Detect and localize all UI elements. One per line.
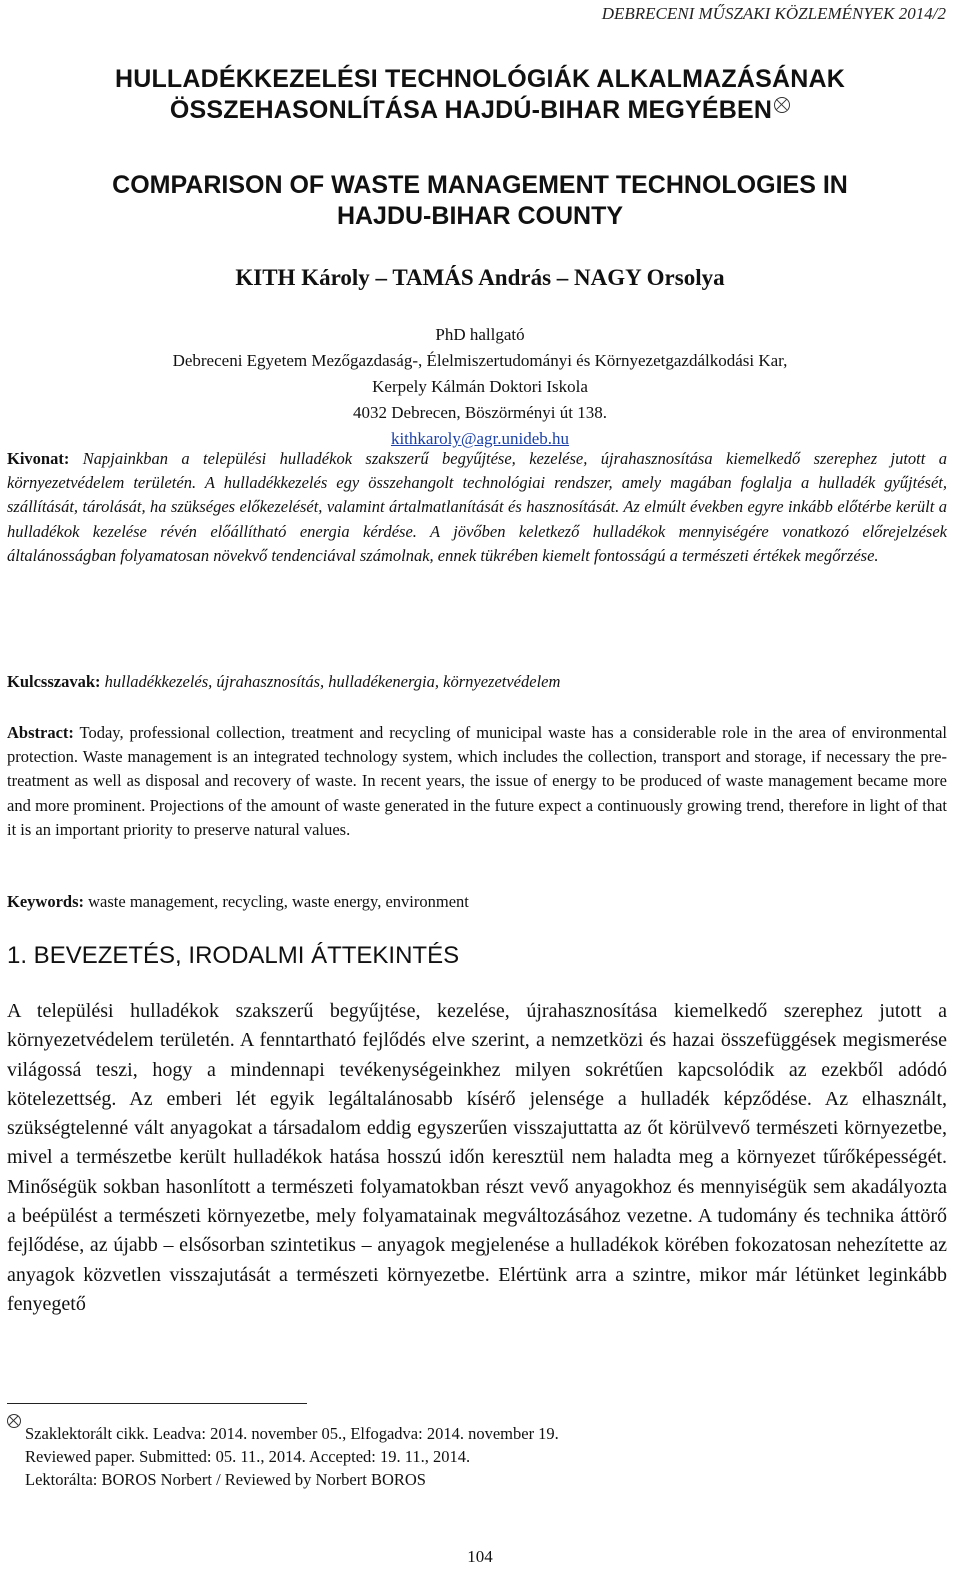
kivonat-paragraph — [7, 447, 947, 568]
footnote-circle-x-icon — [7, 1414, 21, 1428]
title-hungarian — [0, 64, 960, 126]
author-email-link[interactable]: kithkaroly@agr.unideb.hu — [390, 429, 570, 448]
footnote-circle-x-icon — [774, 97, 790, 113]
footnote-divider — [7, 1403, 307, 1404]
title-hu-line-1: HULLADÉKKEZELÉSI TECHNOLÓGIÁK ALKALMAZÁSÁNAK — [114, 65, 846, 93]
affiliation — [0, 322, 960, 452]
page-number: 104 — [467, 1547, 493, 1566]
affiliation-address: 4032 Debrecen, Böszörményi út 138. — [353, 403, 607, 422]
kulcsszavak-text: hulladékkezelés, újrahasznosítás, hulladékenergia, környezetvédelem — [104, 672, 561, 691]
title-english — [0, 170, 960, 232]
authors: KITH Károly – TAMÁS András – NAGY Orsolya — [235, 265, 725, 290]
keywords-label: Keywords: — [7, 892, 84, 911]
footnote-line-2: Reviewed paper. Submitted: 05. 11., 2014. Accepted: 19. 11., 2014. — [25, 1447, 471, 1466]
abstract-text: Today, professional collection, treatment and recycling of municipal waste has a considerable role in the area of environmental protection. Waste management is an integrated technology system, which includes the collection, transport and storage, if necessary the pre-treatment as well as disposal and recovery of waste. In recent years, the issue of energy to be produced of waste management became more and more prominent. Projections of the amount of waste generated in the future expect a continuously growing trend, therefore in light of that it is an important priority to preserve natural values. — [7, 723, 947, 839]
title-en-line-1: COMPARISON OF WASTE MANAGEMENT TECHNOLOGIES IN — [112, 171, 848, 199]
keywords-text: waste management, recycling, waste energy, environment — [88, 892, 469, 911]
abstract-paragraph — [7, 721, 947, 842]
body-paragraph: A települési hulladékok szakszerű begyűjtése, kezelése, újrahasznosítása kiemelkedő szerephez jutott a környezetvédelem területén. A fenntartható fejlődés elve szerint, a nemzetközi és hazai összefüggések megismerése világossá teszi, hogy a mindennapi tevékenységeinkhez milyen sokrétűen kapcsolódik az ezekből adódó kötelezettség. Az emberi lét egyik legáltalánosabb kísérő jelensége a hulladék képződése. Az elhasznált, szükségtelenné vált anyagokat a társadalom eddig egyszerűen visszajuttatta az őt körülvevő természeti környezetbe, mivel a természetbe került hulladékok hatása hosszú időn keresztül nem haladta meg a környezet tűrőképességét. Minőségük sokban hasonlított a természeti folyamatokban részt vevő anyagokhoz és mennyiségük sem akadályozta a beépülést a természeti környezetbe, mely folyamatainak megváltozásához vezetne. A tudomány és technika áttörő fejlődése, az újabb – elsősorban szintetikus – anyagok megjelenése a hulladékok körében fokozatosan nehezítette az anyagok közvetlen visszajutását a természeti környezetbe. Elértünk arra a szintre, mikor már létünket leginkább fenyegető — [7, 1000, 947, 1315]
abstract-label: Abstract: — [7, 723, 74, 742]
affiliation-position: PhD hallgató — [435, 325, 525, 344]
kulcsszavak-paragraph — [7, 670, 947, 694]
keywords-paragraph — [7, 890, 947, 914]
footnote-line-3: Lektorálta: BOROS Norbert / Reviewed by Norbert BOROS — [25, 1470, 426, 1489]
affiliation-faculty: Debreceni Egyetem Mezőgazdaság-, Élelmiszertudományi és Környezetgazdálkodási Kar, — [172, 351, 788, 370]
kulcsszavak-label: Kulcsszavak: — [7, 672, 101, 691]
footnote-line-1: Szaklektorált cikk. Leadva: 2014. november 05., Elfogadva: 2014. november 19. — [25, 1424, 559, 1443]
kivonat-text: Napjainkban a települési hulladékok szakszerű begyűjtése, kezelése, újrahasznosítása kiemelkedő szerephez jutott a környezetvédelem területén. A hulladékkezelés egy összehangolt technológiai rendszer, amely magában foglalja a hulladék gyűjtését, szállítását, tárolását, ha szükséges előkezelését, valamint ártalmatlanítását és hasznosítását. Az elmúlt években egyre inkább előtérbe került a hulladékok kezelése révén előállítható energia kérdése. A jövőben keletkező hulladékok mennyiségére vonatkozó előrejelzések általánosságban folyamatosan növekvő tendenciával számolnak, ennek tükrében kiemelt fontosságú a természeti értékek megőrzése. — [7, 449, 947, 565]
section-heading: 1. BEVEZETÉS, IRODALMI ÁTTEKINTÉS — [7, 942, 460, 969]
title-en-line-2: HAJDU-BIHAR COUNTY — [336, 202, 624, 230]
title-hu-line-2-text: ÖSSZEHASONLÍTÁSA HAJDÚ-BIHAR MEGYÉBEN — [169, 96, 773, 124]
affiliation-school: Kerpely Kálmán Doktori Iskola — [372, 377, 588, 396]
kivonat-label: Kivonat: — [7, 449, 70, 468]
footnote — [25, 1422, 559, 1491]
title-hu-line-2 — [0, 95, 960, 126]
running-header: DEBRECENI MŰSZAKI KÖZLEMÉNYEK 2014/2 — [601, 4, 946, 23]
